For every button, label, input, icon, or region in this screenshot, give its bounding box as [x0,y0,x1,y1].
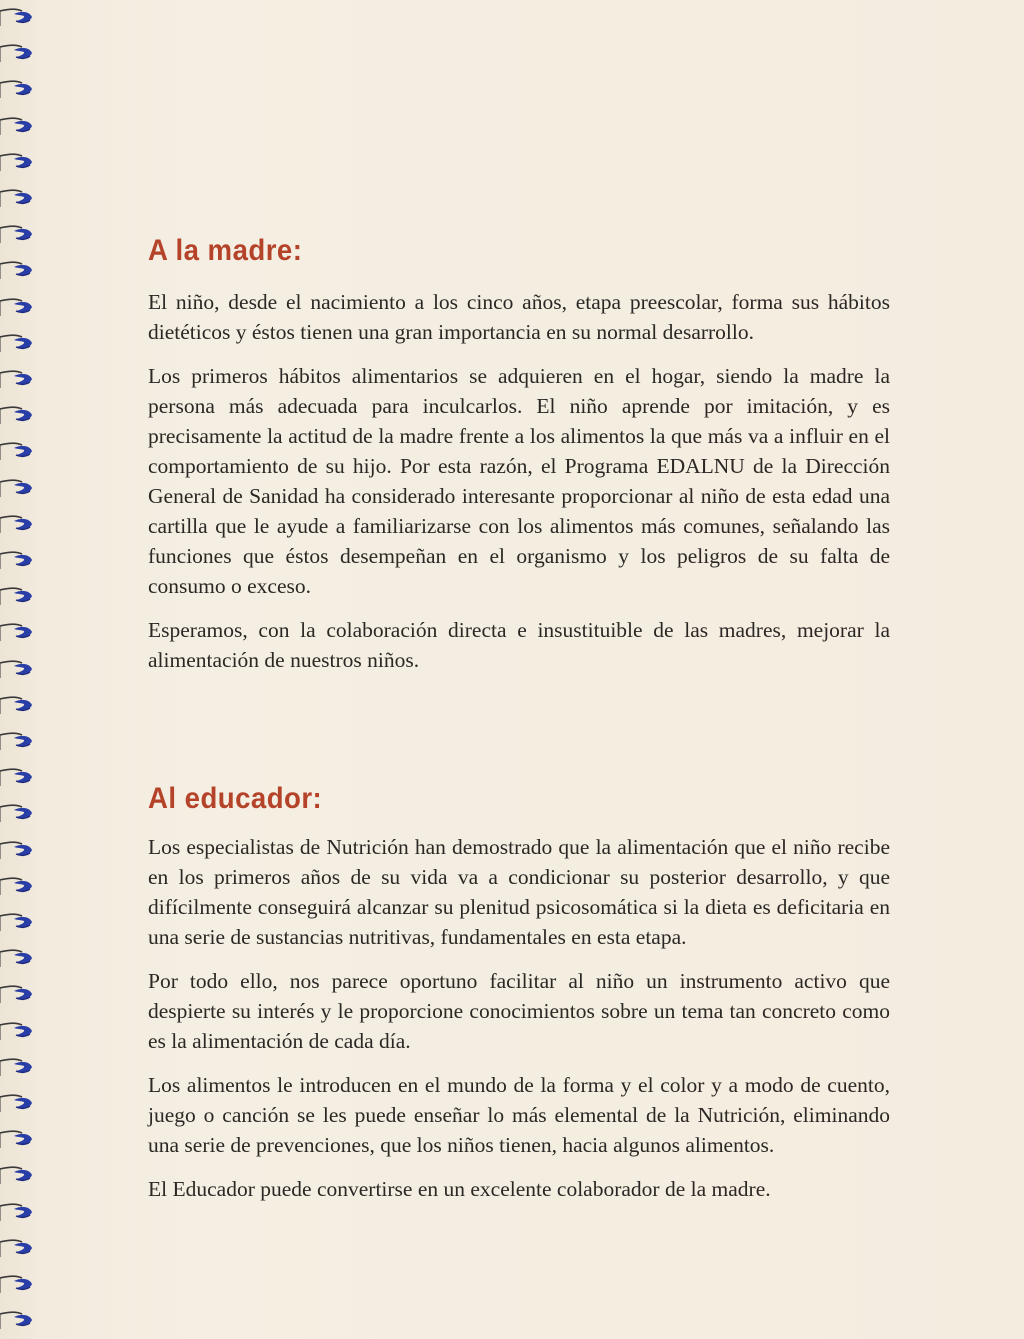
spiral-ring-icon [0,436,40,464]
spiral-ring-icon [0,38,40,66]
spiral-ring-icon [0,364,40,392]
spiral-ring-icon [0,871,40,899]
spiral-ring-icon [0,1124,40,1152]
section-educador [148,832,890,1218]
spiral-ring-icon [0,1052,40,1080]
spiral-ring-icon [0,183,40,211]
spiral-ring-icon [0,979,40,1007]
paragraph: El Educador puede convertirse en un excelente colaborador de la madre. [148,1177,771,1201]
spiral-ring-icon [0,1197,40,1225]
spiral-ring-icon [0,835,40,863]
heading-educador: Al educador: [148,782,323,815]
spiral-ring-icon [0,943,40,971]
spiral-ring-icon [0,617,40,645]
paragraph: Los alimentos le introducen en el mundo de la forma y el color y a modo de cuento, juego o canción se les puede enseñar lo más elemental de la Nutrición, eliminando una serie de prevenciones, que los niños tienen, hacia algunos alimentos. [148,1073,890,1157]
spiral-ring-icon [0,1269,40,1297]
spiral-ring-icon [0,2,40,30]
spiral-ring-icon [0,798,40,826]
spiral-ring-icon [0,762,40,790]
spiral-ring-icon [0,219,40,247]
spiral-ring-icon [0,1160,40,1188]
spiral-ring-icon [0,1016,40,1044]
spiral-ring-icon [0,545,40,573]
spiral-binding [0,0,40,1339]
spiral-ring-icon [0,1305,40,1333]
spiral-ring-icon [0,1233,40,1261]
spiral-ring-icon [0,147,40,175]
spiral-ring-icon [0,400,40,428]
spiral-ring-icon [0,907,40,935]
spiral-ring-icon [0,690,40,718]
paragraph: Esperamos, con la colaboración directa e insustituible de las madres, mejorar la alimentación de nuestros niños. [148,618,890,672]
spiral-ring-icon [0,581,40,609]
spiral-ring-icon [0,292,40,320]
paragraph: Por todo ello, nos parece oportuno facilitar al niño un instrumento activo que despierte su interés y le proporcione conocimientos sobre un tema tan concreto como es la alimentación de cada día. [148,969,890,1053]
spiral-ring-icon [0,726,40,754]
paragraph: Los especialistas de Nutrición han demostrado que la alimentación que el niño recibe en los primeros años de su vida va a condicionar su posterior desarrollo, y que difícilmente conseguirá alcanzar su plenitud psicosomática si la dieta es deficitaria en una serie de sustancias nutritivas, fundamentales en esta etapa. [148,835,890,949]
paragraph: El niño, desde el nacimiento a los cinco años, etapa preescolar, forma sus hábitos dietéticos y éstos tienen una gran importancia en su normal desarrollo. [148,290,890,344]
spiral-ring-icon [0,509,40,537]
spiral-ring-icon [0,111,40,139]
spiral-ring-icon [0,1088,40,1116]
paragraph: Los primeros hábitos alimentarios se adquieren en el hogar, siendo la madre la persona más adecuada para inculcarlos. El niño aprende por imitación, y es precisamente la actitud de la madre frente a los alimentos la que más va a influir en el comportamiento de su hijo. Por esta razón, el Programa EDALNU de la Dirección General de Sanidad ha considerado interesante proporcionar al niño de esta edad una cartilla que le ayude a familiarizarse con los alimentos más comunes, señalando las funciones que éstos desempeñan en el organismo y los peligros de su falta de consumo o exceso. [148,364,890,598]
spiral-ring-icon [0,255,40,283]
heading-madre: A la madre: [148,234,303,267]
spiral-ring-icon [0,473,40,501]
spiral-ring-icon [0,328,40,356]
spiral-ring-icon [0,74,40,102]
spiral-ring-icon [0,654,40,682]
section-madre [148,287,890,689]
